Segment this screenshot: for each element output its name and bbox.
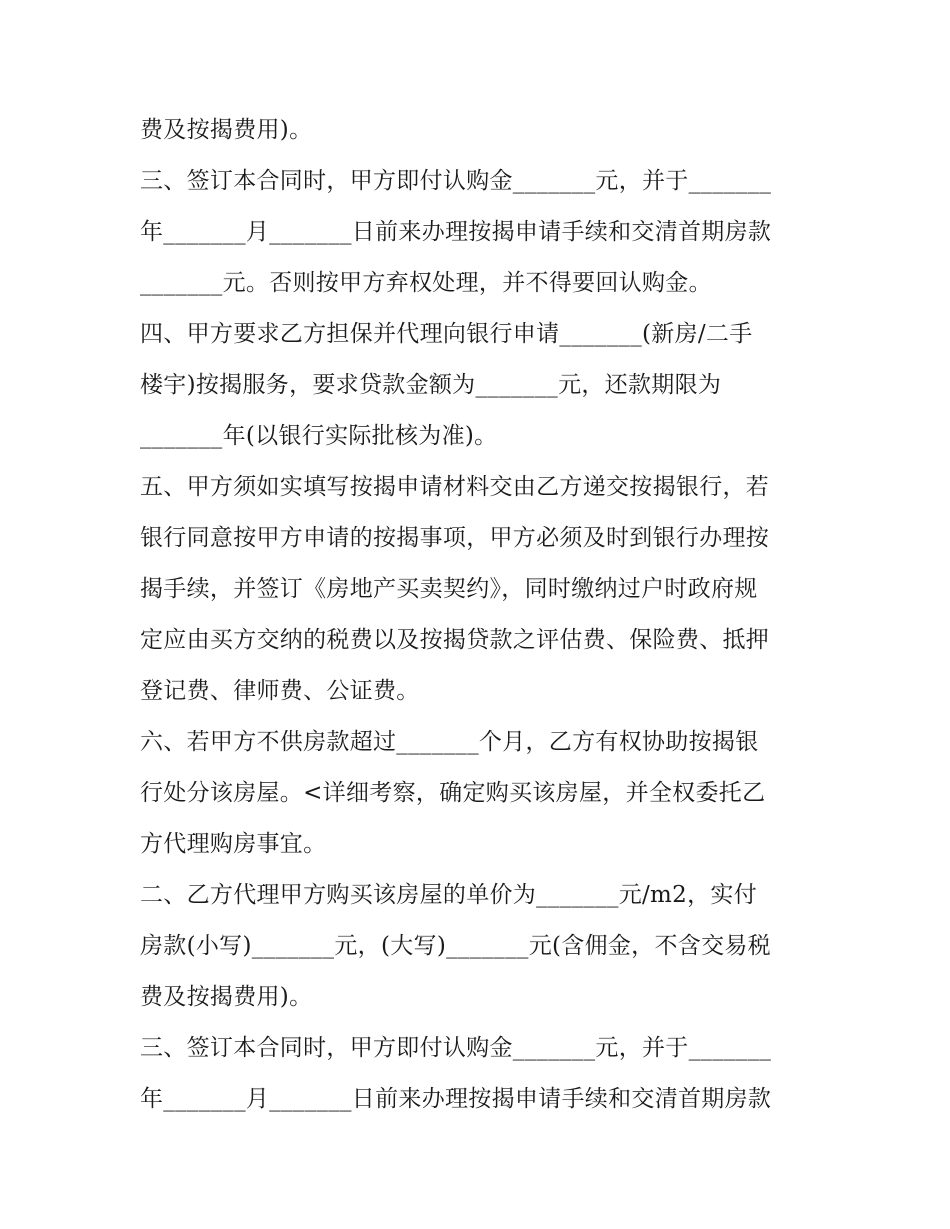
text-line: 行处分该房屋。<详细考察，确定购买该房屋，并全权委托乙 — [140, 780, 766, 806]
text-line: 方代理购房事宜。 — [140, 831, 327, 857]
text-line: 年_______月_______日前来办理按揭申请手续和交清首期房款 — [140, 1086, 772, 1112]
text-line: 费及按揭费用)。 — [140, 117, 313, 143]
text-line: 费及按揭费用)。 — [140, 984, 313, 1010]
text-line: 定应由买方交纳的税费以及按揭贷款之评估费、保险费、抵押 — [140, 627, 770, 653]
text-line: _______元。否则按甲方弃权处理，并不得要回认购金。 — [140, 270, 712, 296]
text-line: 四、甲方要求乙方担保并代理向银行申请_______(新房/二手 — [140, 321, 753, 347]
contract-body — [140, 105, 820, 1125]
text-line: 登记费、律师费、公证费。 — [140, 678, 420, 704]
text-line: 房款(小写)_______元，(大写)_______元(含佣金，不含交易税 — [140, 933, 771, 959]
text-line: 三、签订本合同时，甲方即付认购金_______元，并于_______ — [140, 168, 772, 194]
text-line: _______年(以银行实际批核为准)。 — [140, 423, 498, 449]
text-line: 银行同意按甲方申请的按揭事项，甲方必须及时到银行办理按 — [140, 525, 770, 551]
text-line: 三、签订本合同时，甲方即付认购金_______元，并于_______ — [140, 1035, 772, 1061]
text-line: 揭手续，并签订《房地产买卖契约》，同时缴纳过户时政府规 — [140, 576, 758, 602]
text-line: 年_______月_______日前来办理按揭申请手续和交清首期房款 — [140, 219, 772, 245]
text-line: 六、若甲方不供房款超过_______个月，乙方有权协助按揭银 — [140, 729, 759, 755]
text-line: 五、甲方须如实填写按揭申请材料交由乙方递交按揭银行，若 — [140, 474, 770, 500]
text-line: 楼宇)按揭服务，要求贷款金额为_______元，还款期限为 — [140, 372, 722, 398]
text-line: 二、乙方代理甲方购买该房屋的单价为_______元/m2，实付 — [140, 882, 757, 908]
